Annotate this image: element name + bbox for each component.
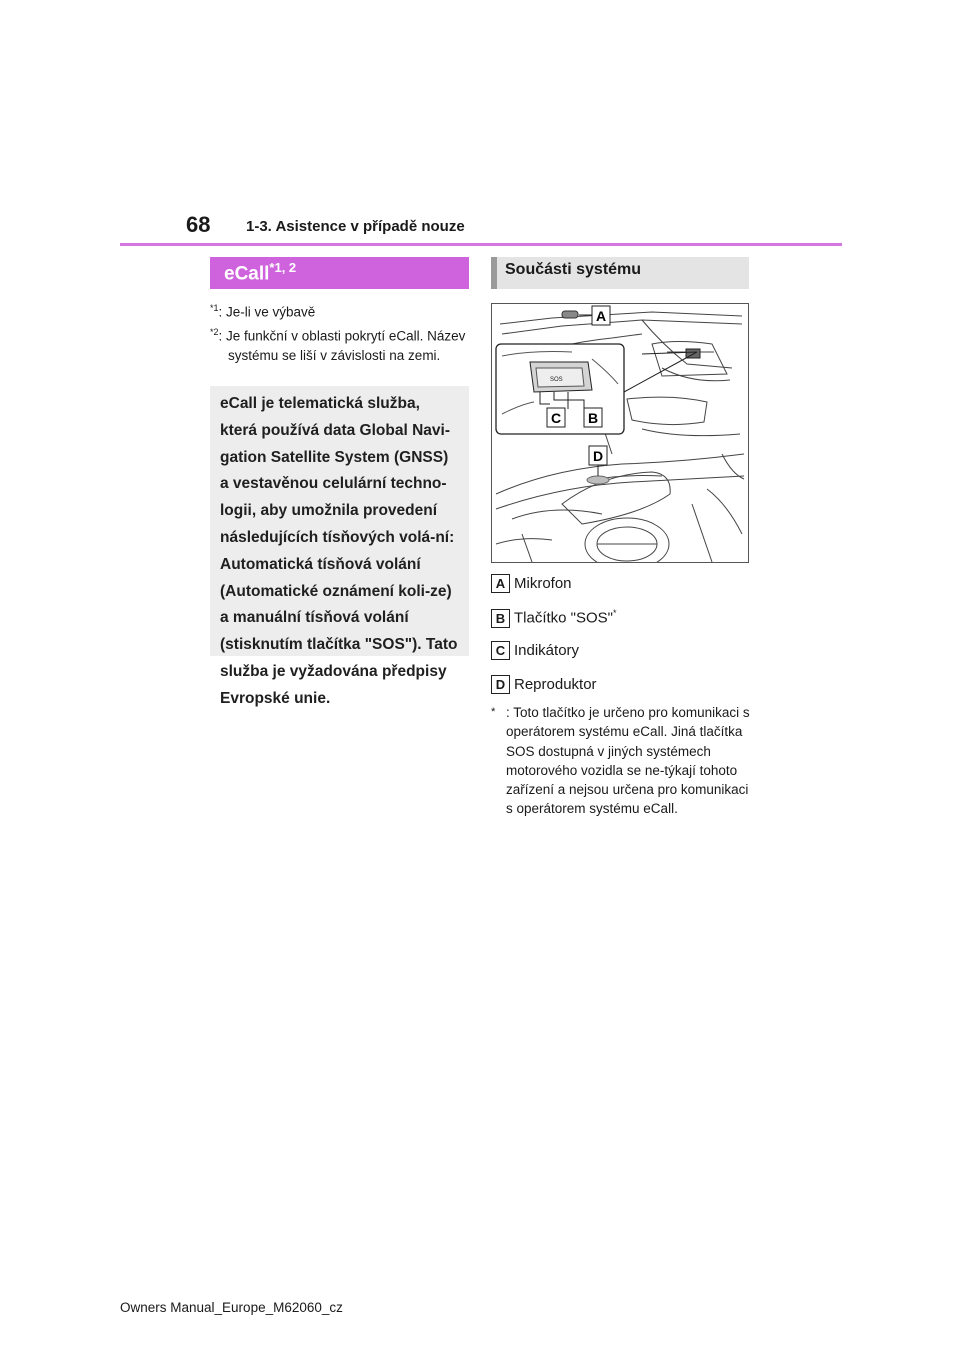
intro-box <box>210 386 469 707</box>
section-title: 1-3. Asistence v případě nouze <box>246 218 465 235</box>
sos-button-label: SOS <box>550 377 563 383</box>
legend-item-c <box>491 641 579 660</box>
footnote-2-text: : Je funkční v oblasti pokrytí eCall. Název systému se liší v závislosti na zemi. <box>218 328 466 363</box>
legend-mark-b: * <box>613 608 617 618</box>
legend-letter-d: D <box>491 675 510 694</box>
legend-label-c: Indikátory <box>514 642 580 659</box>
legend-label-a: Mikrofon <box>514 575 572 592</box>
footnote-2 <box>210 323 470 365</box>
ecall-section-header <box>210 257 469 289</box>
legend-item-b <box>491 608 617 628</box>
component-illustration <box>491 303 749 563</box>
legend-item-a <box>491 574 572 593</box>
footnote-2-mark: *2 <box>210 327 219 337</box>
intro-text: eCall je telematická služba, která používá data Global Navi-gation Satellite System (GNSS) a vestavěnou celulární techno-logii, aby umožnila provedení následujících tísňových volá-ní: Automatická tísňová volání (Automatické oznámení koli-ze) a manuální tísňová volání (stisknutím tlačítka "SOS"). Tato služba je vyžadována předpisy Evropské unie. <box>220 395 458 707</box>
legend-letter-a: A <box>491 574 510 593</box>
legend-label-d: Reproduktor <box>514 676 597 693</box>
footnote-1-text: : Je-li ve výbavě <box>218 304 316 320</box>
page-number: 68 <box>186 212 211 237</box>
sos-footnote <box>491 703 753 819</box>
legend-letter-c: C <box>491 641 510 660</box>
legend-label-b: Tlačítko "SOS" <box>514 609 614 627</box>
footnote-1 <box>210 299 470 322</box>
header-rule <box>120 243 842 246</box>
sos-footnote-mark: * <box>491 706 496 718</box>
components-section-header: Součásti systému <box>491 257 749 289</box>
callout-d-label: D <box>593 448 604 464</box>
microphone-shape <box>562 311 578 318</box>
speaker-shape <box>587 476 609 484</box>
ecall-title: eCall <box>224 263 270 285</box>
callout-c-label: C <box>551 410 562 426</box>
footer-text: Owners Manual_Europe_M62060_cz <box>120 1300 343 1315</box>
car-interior-drawing <box>492 304 748 562</box>
sos-footnote-text: : Toto tlačítko je určeno pro komunikaci s operátorem systému eCall. Jiná tlačítka SOS dostupná v jiných systémech motorového vozidla se ne-týkají tohoto zařízení a nejsou určena pro komunikaci s operátorem systému eCall. <box>506 705 750 817</box>
ecall-title-mark: *1, 2 <box>269 260 297 275</box>
callout-a-label: A <box>596 308 607 324</box>
footnote-1-mark: *1 <box>210 303 219 313</box>
legend-item-d <box>491 675 597 694</box>
legend-letter-b: B <box>491 609 510 628</box>
callout-b-label: B <box>588 410 599 426</box>
